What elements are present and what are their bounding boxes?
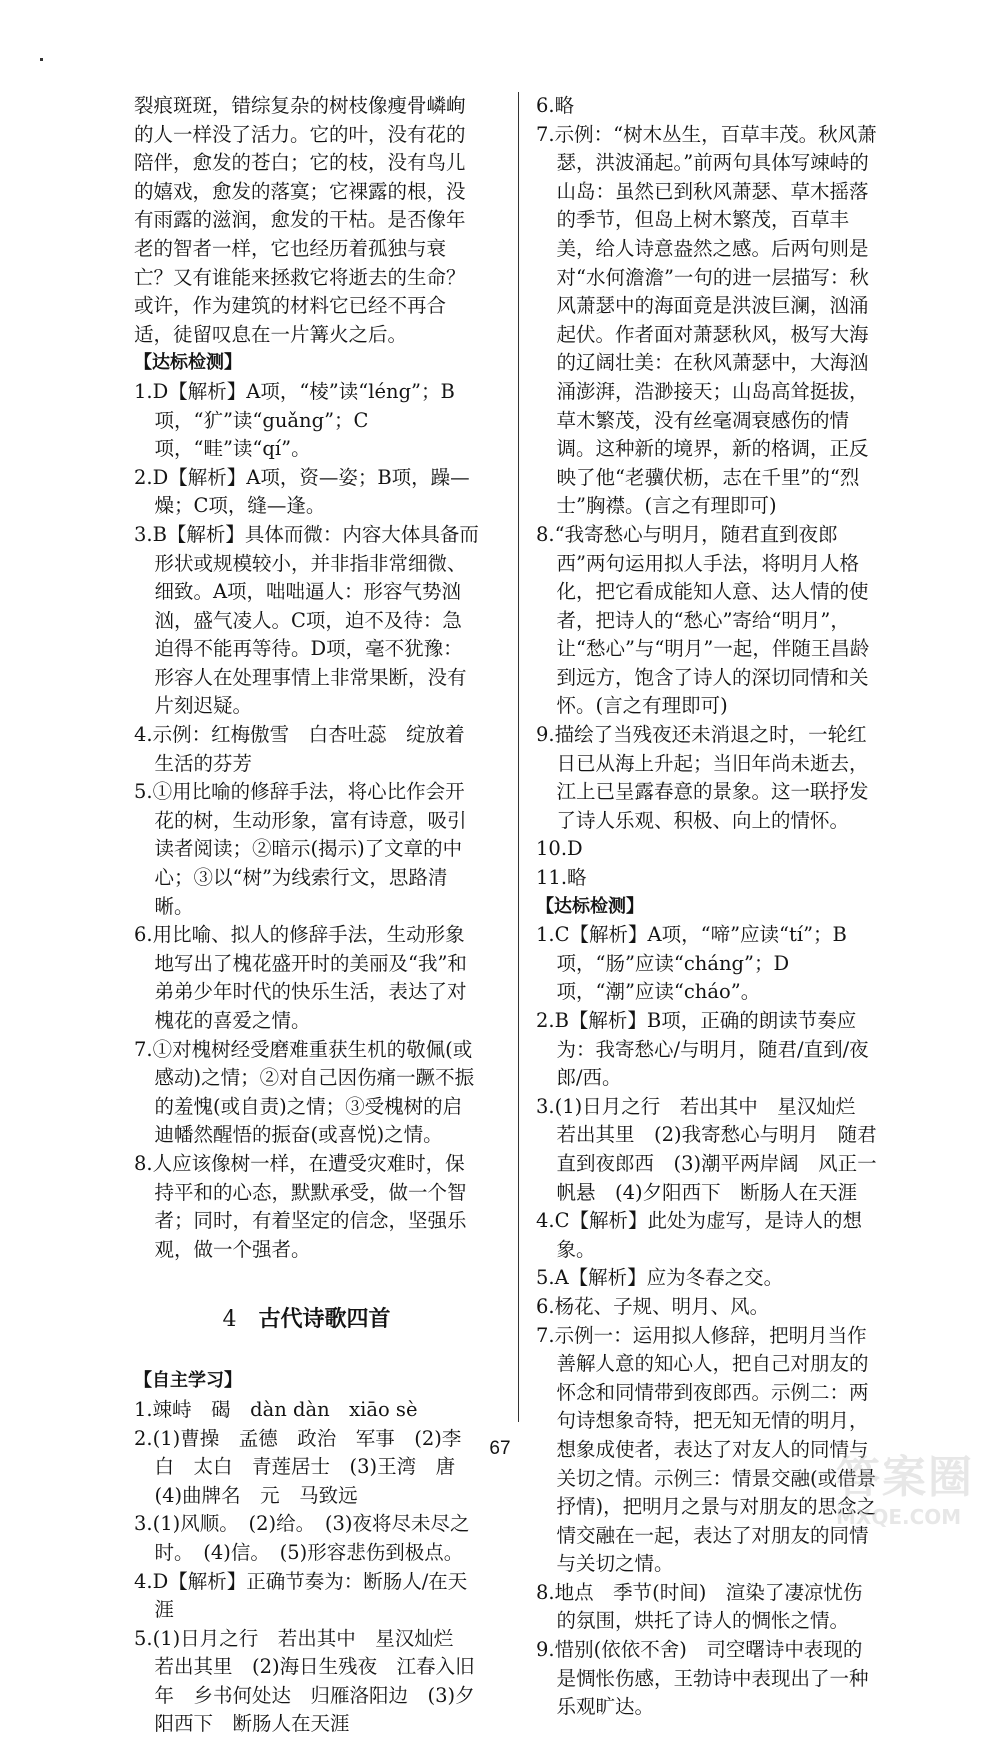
right-column (536, 92, 881, 1722)
answer-item: 4.C【解析】此处为虚写，是诗人的想象。 (536, 1209, 863, 1261)
section-header-zizhu: 【自主学习】 (134, 1370, 242, 1392)
answer-item: 8.人应该像树一样，在遭受灾难时，保持平和的心态，默默承受，做一个智者；同时，有着坚定的信念，坚强乐观，做一个强者。 (134, 1151, 467, 1261)
answer-item: 1.C【解析】A项，“啼”应读“tí”；B项，“肠”应读“cháng”；D项，“潮”应读“cháo”。 (536, 923, 847, 1004)
chapter-title-text: 古代诗歌四首 (258, 1306, 391, 1333)
page-number: 67 (489, 1438, 511, 1459)
answer-item: 5.(1)日月之行 若出其中 星汉灿烂 若出其里 (2)海日生残夜 江春入旧年 乡书何处达 归雁洛阳边 (3)夕阳西下 断肠人在天涯 (134, 1626, 475, 1736)
chapter-number: 4 (222, 1307, 237, 1333)
answer-list (536, 921, 881, 1722)
chapter-title (134, 1304, 479, 1335)
watermark-sub: MXQE.COM (836, 1505, 962, 1529)
answer-item: 8.地点 季节(时间) 渲染了凄凉忧伤的氛围，烘托了诗人的惆怅之情。 (536, 1580, 863, 1633)
answer-item: 8.“我寄愁心与明月，随君直到夜郎西”两句运用拟人手法，将明月人格化，把它看成能知人意、达人情的使者，把诗人的“愁心”寄给“明月”，让“愁心”与“明月”一起，伴随王昌龄到远方，饱含了诗人的深切同情和关怀。(言之有理即可) (536, 522, 870, 718)
scan-speck (40, 58, 43, 61)
watermark-main: 答案圈 (836, 1452, 974, 1503)
column-divider (518, 92, 519, 1422)
answer-item: 10.D (536, 837, 583, 861)
answer-item: 1.D【解析】A项，“棱”读“léng”；B项，“犷”读“guǎng”；C项，“畦”读“qí”。 (134, 379, 455, 461)
watermark-logo (836, 1441, 986, 1529)
answer-item: 3.B【解析】具体而微：内容大体具备而形状或规模较小，并非指非常细微、细致。A项，咄咄逼人：形容气势汹汹，盛气凌人。C项，迫不及待：急迫得不能再等待。D项，毫不犹豫：形容人在处理事情上非常果断，没有片刻迟疑。 (134, 522, 479, 718)
answer-item: 4.示例：红梅傲雪 白杏吐蕊 绽放着生活的芬芳 (134, 723, 465, 775)
answer-item: 9.惜别(依依不舍) 司空曙诗中表现的是惆怅伤感，王勃诗中表现出了一种乐观旷达。 (536, 1638, 869, 1719)
answer-item: 5.①用比喻的修辞手法，将心比作会开花的树，生动形象，富有诗意，吸引读者阅读；②暗示(揭示)了文章的中心；③以“树”为线索行文，思路清晰。 (134, 780, 467, 918)
answer-item: 9.描绘了当残夜还未消退之时，一轮红日已从海上升起；当旧年尚未逝去，江上已呈露春意的景象。这一联抒发了诗人乐观、积极、向上的情怀。 (536, 723, 869, 832)
answer-item: 7.示例：“树木丛生，百草丰茂。秋风萧瑟，洪波涌起。”前两句具体写竦峙的山岛：虽然已到秋风萧瑟、草木摇落的季节，但岛上树木繁茂，百草丰美，给人诗意盎然之感。后两句则是对“水何澹澹”一句的进一层描写：秋风萧瑟中的海面竟是洪波巨澜，汹涌起伏。作者面对萧瑟秋风，极写大海的辽阔壮美：在秋风萧瑟中，大海汹涌澎湃，浩渺接天；山岛高耸挺拔，草木繁茂，没有丝毫凋衰感伤的情调。这种新的境界，新的格调，正反映了他“老骥伏枥，志在千里”的“烈士”胸襟。(言之有理即可) (536, 122, 877, 518)
answer-item: 4.D【解析】正确节奏为：断肠人/在天涯 (134, 1569, 468, 1622)
answer-list (536, 92, 881, 893)
answer-item: 2.D【解析】A项，资—姿；B项，躁—燥；C项，缝—逢。 (134, 465, 470, 518)
answer-item: 7.①对槐树经受磨难重获生机的敬佩(或感动)之情；②对自己因伤痛一蹶不振的羞愧(或自责)之情；③受槐树的启迪幡然醒悟的振奋(或喜悦)之情。 (134, 1037, 475, 1147)
left-column (134, 92, 479, 1739)
answer-item: 2.B【解析】B项，正确的朗读节奏应为：我寄愁心/与明月，随君/直到/夜郎/西。 (536, 1009, 869, 1090)
answer-item: 6.杨花、子规、明月、风。 (536, 1294, 770, 1318)
section-header-dabiao: 【达标检测】 (134, 352, 242, 374)
answer-item: 6.用比喻、拟人的修辞手法，生动形象地写出了槐花盛开时的美丽及“我”和弟弟少年时代的快乐生活，表达了对槐花的喜爱之情。 (134, 923, 467, 1032)
answer-item: 11.略 (536, 866, 587, 890)
answer-item: 5.A【解析】应为冬春之交。 (536, 1266, 784, 1290)
answer-item: 3.(1)日月之行 若出其中 星汉灿烂 若出其里 (2)我寄愁心与明月 随君直到夜郎西 (3)潮平两岸阔 风正一帆悬 (4)夕阳西下 断肠人在天涯 (536, 1094, 877, 1204)
answer-list (134, 378, 479, 1264)
section-header-dabiao: 【达标检测】 (536, 895, 644, 917)
answer-item: 3.(1)风顺。 (2)给。 (3)夜将尽未尽之时。 (4)信。 (5)形容悲伤到极点。 (134, 1512, 470, 1564)
intro-paragraph: 裂痕斑斑，错综复杂的树枝像瘦骨嶙峋的人一样没了活力。它的叶，没有花的陪伴，愈发的苍白；它的枝，没有鸟儿的嬉戏，愈发的落寞；它裸露的根，没有雨露的滋润，愈发的干枯。是否像年老的智者一样，它也经历着孤独与衰亡？又有谁能来拯救它将逝去的生命？或许，作为建筑的材料它已经不再合适，徒留叹息在一片篝火之后。 (134, 94, 466, 346)
answer-item: 7.示例一：运用拟人修辞，把明月当作善解人意的知心人，把自己对朋友的怀念和同情带到夜郎西。示例二：两句诗想象奇特，把无知无情的明月，想象成使者，表达了对友人的同情与关切之情。示例三：情景交融(或借景抒情)，把明月之景与对朋友的思念之情交融在一起，表达了对朋友的同情与关切之情。 (536, 1323, 877, 1576)
answer-item: 1.竦峙 碣 dàn dàn xiāo sè (134, 1397, 418, 1421)
answer-item: 2.(1)曹操 孟德 政治 军事 (2)李白 太白 青莲居士 (3)王湾 唐 (4)曲牌名 元 马致远 (134, 1426, 475, 1507)
answer-item: 6.略 (536, 94, 575, 117)
